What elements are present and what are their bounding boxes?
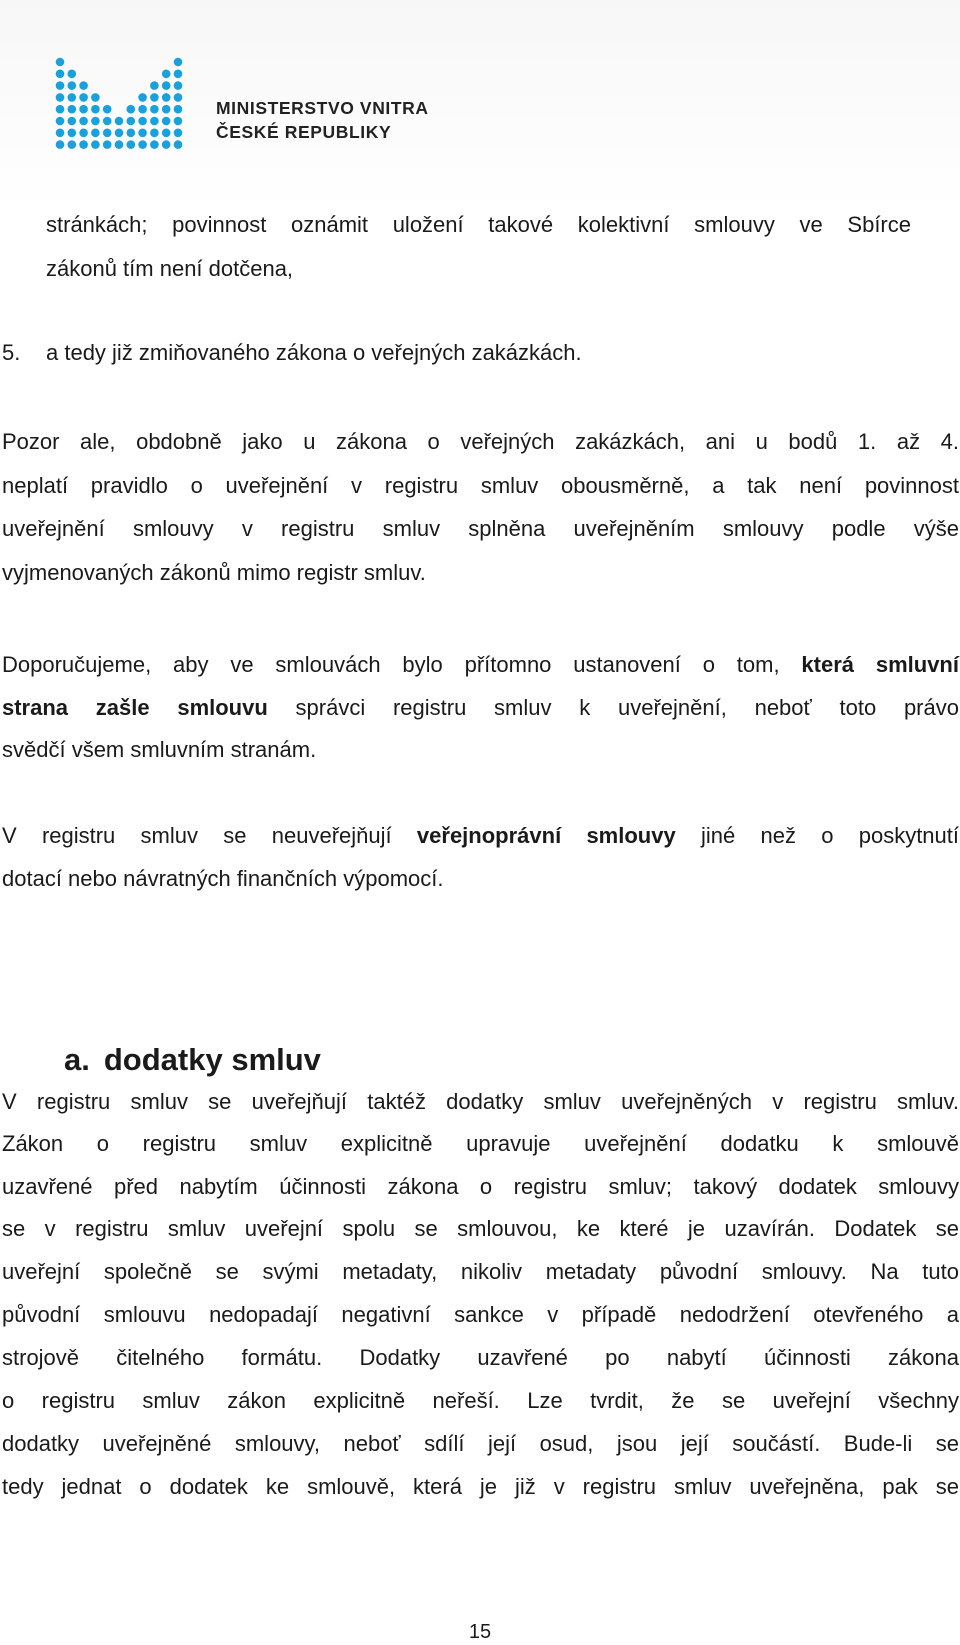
text-line: neplatí pravidlo o uveřejnění v registru smluv obousměrně, a tak není povinnost (2, 473, 959, 498)
logo-dot (138, 117, 147, 126)
logo-dot (56, 105, 65, 114)
text-line: uveřejní společně se svými metadaty, nikoliv metadaty původní smlouvy. Na tuto (2, 1259, 959, 1284)
section-heading-text: dodatky smluv (103, 1042, 321, 1077)
logo-dot (150, 105, 159, 114)
page-number: 15 (468, 1621, 492, 1643)
text-line: se v registru smluv uveřejní spolu se smlouvou, ke které je uzavírán. Dodatek se (2, 1216, 959, 1241)
logo-dot (174, 93, 183, 102)
logo-dot (56, 81, 65, 90)
logo-dot (68, 129, 77, 138)
text-line (2, 813, 959, 858)
page-header (0, 0, 960, 210)
logo-dot (138, 129, 147, 138)
logo-dot (174, 81, 183, 90)
text-line: zákonů tím není dotčena, (46, 256, 294, 281)
logo-dot (162, 129, 171, 138)
text-line (2, 642, 959, 687)
logo-dot (56, 58, 65, 67)
logo-dot (79, 105, 88, 114)
logo-dot (56, 70, 65, 79)
logo-dot (162, 70, 171, 79)
text-span: správci registru smluv k uveřejnění, neboť toto právo (267, 695, 959, 720)
logo-dot (79, 140, 88, 149)
text-line: stránkách; povinnost oznámit uložení takové kolektivní smlouvy ve Sbírce (46, 212, 911, 237)
bold-text: veřejnoprávní smlouvy (416, 823, 676, 848)
section-heading-number: a. (64, 1042, 90, 1077)
logo-dot (127, 129, 136, 138)
text-line: svědčí všem smluvním stranám. (2, 737, 317, 762)
text-line: o registru smluv zákon explicitně neřeší. Lze tvrdit, že se uveřejní všechny (2, 1388, 959, 1413)
logo-dot (103, 129, 112, 138)
logo-dot (79, 81, 88, 90)
logo-dot (174, 129, 183, 138)
logo-dot (91, 117, 100, 126)
logo-dot (174, 140, 183, 149)
logo-dot (150, 81, 159, 90)
logo-dot (79, 129, 88, 138)
list-item-number: 5. (2, 340, 21, 365)
logo-dot (115, 129, 124, 138)
logo-dot (103, 117, 112, 126)
logo-dot (68, 93, 77, 102)
logo-dot (162, 105, 171, 114)
logo-dot (115, 140, 124, 149)
logo-dot (68, 140, 77, 149)
organization-name-line1: MINISTERSTVO VNITRA (216, 98, 429, 118)
logo-dot (91, 140, 100, 149)
logo-dot (127, 117, 136, 126)
logo-dot (91, 105, 100, 114)
logo-dot (115, 117, 124, 126)
organization-name-line2: ČESKÉ REPUBLIKY (216, 122, 392, 142)
logo-dot (68, 70, 77, 79)
text-span: V registru smluv se neuveřejňují (2, 823, 417, 848)
ministry-dot-logo-icon (54, 56, 186, 156)
text-span: jiné než o poskytnutí (675, 823, 960, 848)
logo-dot (91, 129, 100, 138)
logo-dot (150, 117, 159, 126)
logo-dot (162, 93, 171, 102)
logo-dot (150, 93, 159, 102)
logo-dot (68, 117, 77, 126)
text-line (2, 685, 959, 730)
bold-text: strana zašle smlouvu (2, 695, 268, 720)
logo-dot (150, 140, 159, 149)
text-line: uveřejnění smlouvy v registru smluv splněna uveřejněním smlouvy podle výše (2, 516, 959, 541)
logo-dot (68, 105, 77, 114)
logo-dot (174, 70, 183, 79)
organization-name (216, 96, 429, 144)
text-line: strojově čitelného formátu. Dodatky uzavřené po nabytí účinnosti zákona (2, 1345, 959, 1370)
text-line: Pozor ale, obdobně jako u zákona o veřejných zakázkách, ani u bodů 1. až 4. (2, 429, 959, 454)
logo-dot (162, 140, 171, 149)
text-line: původní smlouvu nedopadají negativní sankce v případě nedodržení otevřeného a (2, 1302, 959, 1327)
logo-dot (91, 93, 100, 102)
logo-dot (79, 93, 88, 102)
logo-dot (162, 81, 171, 90)
text-span: Doporučujeme, aby ve smlouvách bylo přítomno ustanovení o tom, (2, 652, 802, 677)
text-line: dodatky uveřejněné smlouvy, neboť sdílí její osud, jsou její součástí. Bude-li se (2, 1431, 959, 1456)
text-line: vyjmenovaných zákonů mimo registr smluv. (2, 560, 426, 585)
logo-dot (103, 105, 112, 114)
logo-dot (103, 140, 112, 149)
logo-dot (174, 117, 183, 126)
text-line: V registru smluv se uveřejňují taktéž dodatky smluv uveřejněných v registru smluv. (2, 1089, 959, 1114)
logo-dot (68, 81, 77, 90)
logo-dot (174, 105, 183, 114)
logo-dot (162, 117, 171, 126)
bold-text: která smluvní (801, 652, 959, 677)
logo-dot (174, 58, 183, 67)
logo-dot (79, 117, 88, 126)
logo-dot (138, 93, 147, 102)
section-heading (64, 1040, 321, 1080)
logo-dot (56, 117, 65, 126)
logo-dot (56, 129, 65, 138)
text-line: dotací nebo návratných finančních výpomocí. (2, 866, 444, 891)
logo-dot (56, 140, 65, 149)
text-line: tedy jednat o dodatek ke smlouvě, která je již v registru smluv uveřejněna, pak se (2, 1474, 959, 1499)
logo-dot (127, 105, 136, 114)
logo-dot (138, 105, 147, 114)
text-line: Zákon o registru smluv explicitně upravuje uveřejnění dodatku k smlouvě (2, 1131, 959, 1156)
text-line: uzavřené před nabytím účinnosti zákona o registru smluv; takový dodatek smlouvy (2, 1174, 959, 1199)
logo-dot (56, 93, 65, 102)
logo-dot (127, 140, 136, 149)
logo-dot (138, 140, 147, 149)
logo-dot (150, 129, 159, 138)
list-item-text: a tedy již zmiňovaného zákona o veřejných zakázkách. (46, 340, 582, 365)
